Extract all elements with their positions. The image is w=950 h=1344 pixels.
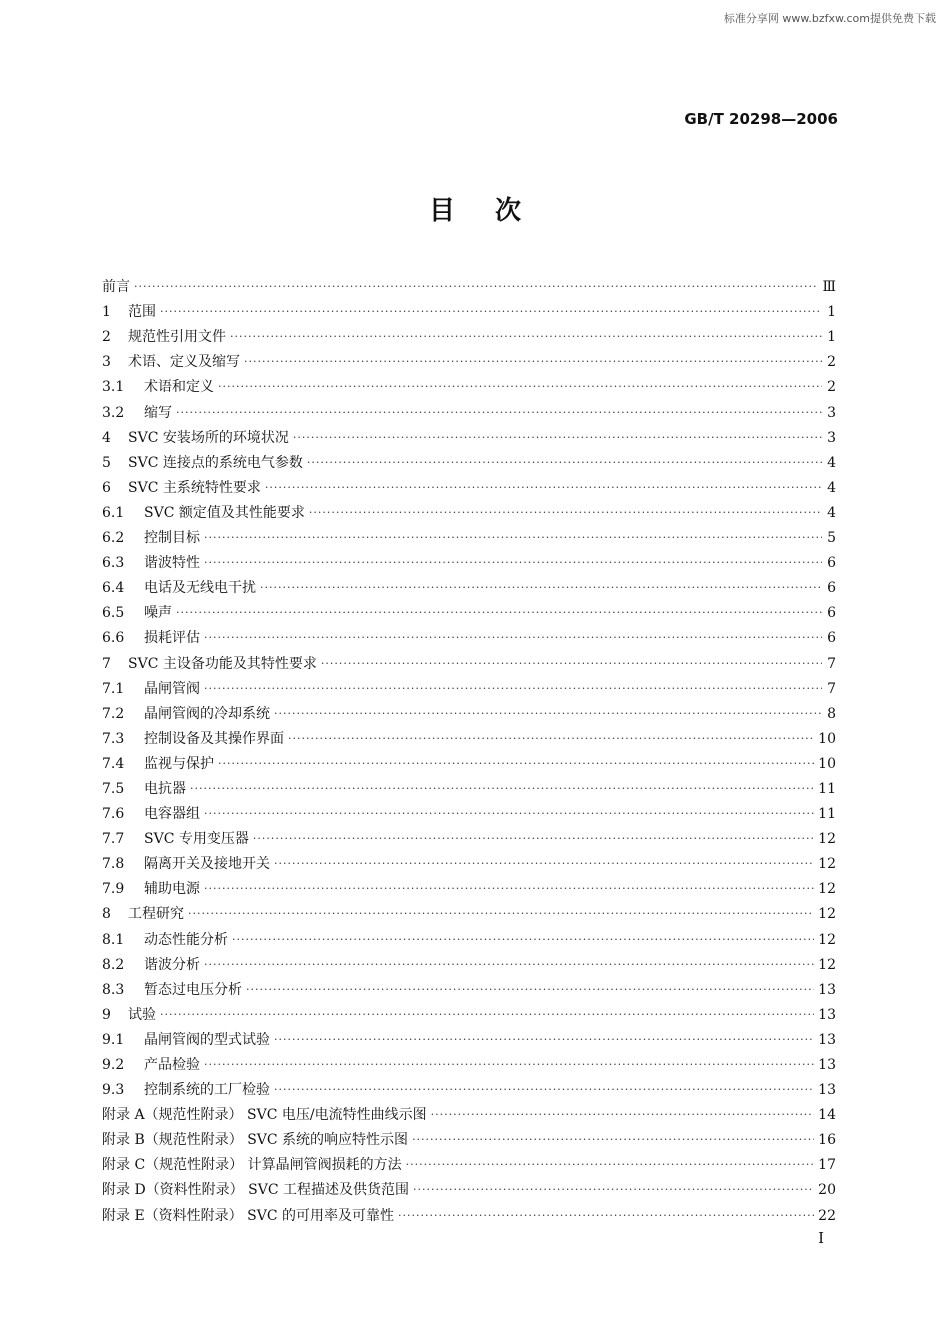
toc-leader-dots xyxy=(204,1056,814,1074)
toc-leader-dots xyxy=(204,554,822,572)
toc-entry-page: 6 xyxy=(827,630,836,647)
toc-entry-page: 11 xyxy=(818,806,836,823)
toc-entry-page: 13 xyxy=(818,1006,836,1023)
toc-leader-dots xyxy=(413,1181,814,1199)
toc-entry-page: 4 xyxy=(827,504,836,521)
toc-entry-title: 前言 xyxy=(102,279,130,296)
toc-leader-dots xyxy=(274,1031,814,1049)
toc-entry-number: 9 xyxy=(102,1006,111,1023)
toc-entry-number: 4 xyxy=(102,429,111,446)
toc-entry-title: 监视与保护 xyxy=(144,755,214,772)
toc-entry-title: 术语和定义 xyxy=(144,379,214,396)
toc-entry-title: 工程研究 xyxy=(128,906,184,923)
toc-entry xyxy=(102,296,836,321)
standard-code: GB/T 20298—2006 xyxy=(684,110,838,128)
toc-entry xyxy=(102,898,836,923)
toc-entry-title: 附录 B（规范性附录） SVC 系统的响应特性示图 xyxy=(102,1132,409,1149)
toc-leader-dots xyxy=(253,830,814,848)
toc-entry-title: 术语、定义及缩写 xyxy=(128,354,240,371)
toc-entry xyxy=(102,1199,836,1224)
toc-entry-number: 7.9 xyxy=(102,881,125,898)
toc-entry-page: 6 xyxy=(827,605,836,622)
toc-entry-page: 10 xyxy=(818,730,836,747)
toc-entry-page: 11 xyxy=(818,780,836,797)
toc-entry xyxy=(102,923,836,948)
toc-entry-page: 5 xyxy=(827,530,836,547)
toc-entry-number: 7.1 xyxy=(102,680,125,697)
toc-entry-page: 1 xyxy=(827,304,836,321)
toc-entry xyxy=(102,873,836,898)
toc-entry-title: 隔离开关及接地开关 xyxy=(144,856,270,873)
toc-entry-number: 7.5 xyxy=(102,780,125,797)
toc-leader-dots xyxy=(232,931,814,949)
toc-entry-page: 12 xyxy=(818,881,836,898)
toc-entry-number: 8.2 xyxy=(102,956,125,973)
toc-entry-number: 9.2 xyxy=(102,1057,125,1073)
toc-entry xyxy=(102,1174,836,1199)
toc-entry-number: 7 xyxy=(102,655,111,672)
toc-leader-dots xyxy=(406,1156,815,1174)
toc-entry xyxy=(102,371,836,396)
toc-entry-number: 1 xyxy=(102,304,111,321)
toc-entry-number: 6.3 xyxy=(102,555,125,572)
toc-leader-dots xyxy=(190,780,814,798)
toc-entry-title: 谐波特性 xyxy=(144,555,200,572)
toc-entry-page: 7 xyxy=(827,655,836,672)
toc-entry-number: 5 xyxy=(102,454,111,471)
toc-entry xyxy=(102,647,836,672)
toc-entry xyxy=(102,823,836,848)
toc-entry xyxy=(102,422,836,447)
toc-leader-dots xyxy=(307,454,822,472)
toc-entry-number: 7.7 xyxy=(102,831,125,848)
toc-entry xyxy=(102,497,836,522)
toc-entry-page: 22 xyxy=(818,1207,836,1224)
toc-entry-page: 12 xyxy=(818,906,836,923)
toc-entry-number: 3.2 xyxy=(102,404,125,421)
toc-entry-number: 9.1 xyxy=(102,1031,125,1048)
toc-leader-dots xyxy=(230,328,822,346)
toc-entry-page: 16 xyxy=(818,1132,836,1149)
toc-leader-dots xyxy=(293,429,822,447)
toc-entry-number: 6 xyxy=(102,479,111,496)
toc-entry-title: 晶闸管阀 xyxy=(144,680,200,697)
toc-entry-page: 6 xyxy=(827,555,836,572)
toc-entry-title: SVC 安装场所的环境状况 xyxy=(128,429,289,446)
toc-entry-page: 13 xyxy=(818,1057,836,1073)
toc-entry xyxy=(102,271,836,296)
toc-entry-page: Ⅲ xyxy=(822,279,836,296)
toc-entry-title: 晶闸管阀的冷却系统 xyxy=(144,705,270,722)
toc-entry-title: SVC 额定值及其性能要求 xyxy=(144,504,305,521)
toc-entry xyxy=(102,673,836,698)
toc-entry xyxy=(102,522,836,547)
toc-entry xyxy=(102,547,836,572)
toc-entry-number: 8 xyxy=(102,906,111,923)
toc-entry xyxy=(102,698,836,723)
toc-entry xyxy=(102,1024,836,1049)
toc-entry-page: 20 xyxy=(818,1182,836,1199)
toc-entry-page: 7 xyxy=(827,680,836,697)
toc-entry-page: 12 xyxy=(818,931,836,948)
toc-leader-dots xyxy=(204,805,814,823)
toc-entry xyxy=(102,346,836,371)
table-of-contents xyxy=(102,271,836,1225)
toc-entry xyxy=(102,321,836,346)
toc-entry-page: 12 xyxy=(818,831,836,848)
toc-leader-dots xyxy=(398,1207,814,1225)
toc-entry-page: 6 xyxy=(827,580,836,597)
toc-leader-dots xyxy=(260,579,822,597)
toc-entry-page: 14 xyxy=(818,1107,836,1124)
toc-entry-title: 电话及无线电干扰 xyxy=(144,580,256,597)
toc-entry-title: 控制系统的工厂检验 xyxy=(144,1082,270,1099)
toc-entry-number: 7.3 xyxy=(102,730,125,747)
toc-entry-title: 附录 A（规范性附录） SVC 电压/电流特性曲线示图 xyxy=(102,1107,427,1124)
toc-entry-page: 1 xyxy=(827,329,836,346)
toc-leader-dots xyxy=(218,755,814,773)
toc-entry xyxy=(102,999,836,1024)
toc-leader-dots xyxy=(204,529,822,547)
toc-entry-page: 12 xyxy=(818,956,836,973)
toc-leader-dots xyxy=(274,1081,814,1099)
toc-entry-number: 9.3 xyxy=(102,1082,125,1099)
toc-entry-page: 10 xyxy=(818,755,836,772)
toc-entry-title: 动态性能分析 xyxy=(144,931,228,948)
toc-entry-title: 附录 D（资料性附录） SVC 工程描述及供货范围 xyxy=(102,1182,409,1199)
toc-entry-number: 6.1 xyxy=(102,504,125,521)
toc-entry-page: 2 xyxy=(827,354,836,371)
toc-leader-dots xyxy=(244,353,822,371)
toc-entry-title: SVC 专用变压器 xyxy=(144,831,249,848)
toc-entry-page: 13 xyxy=(818,1031,836,1048)
toc-entry xyxy=(102,848,836,873)
toc-entry xyxy=(102,597,836,622)
toc-entry xyxy=(102,1124,836,1149)
toc-entry xyxy=(102,723,836,748)
toc-entry-page: 4 xyxy=(827,454,836,471)
toc-leader-dots xyxy=(274,705,822,723)
toc-leader-dots xyxy=(204,880,814,898)
toc-entry-page: 8 xyxy=(827,705,836,722)
watermark-text: 标准分享网 www.bzfxw.com提供免费下载 xyxy=(723,12,936,25)
toc-entry-number: 8.3 xyxy=(102,981,125,998)
toc-entry xyxy=(102,447,836,472)
page-number: I xyxy=(818,1229,824,1247)
toc-leader-dots xyxy=(321,655,822,673)
toc-entry-number: 7.4 xyxy=(102,755,125,772)
toc-entry-page: 17 xyxy=(818,1157,836,1174)
page-title: 目次 xyxy=(428,196,561,226)
toc-entry-number: 7.2 xyxy=(102,705,125,722)
toc-entry-title: 规范性引用文件 xyxy=(128,329,226,346)
toc-entry-title: 产品检验 xyxy=(144,1057,200,1073)
toc-leader-dots xyxy=(274,855,814,873)
toc-leader-dots xyxy=(431,1106,815,1124)
toc-entry-page: 4 xyxy=(827,479,836,496)
toc-entry-title: 电抗器 xyxy=(144,780,186,797)
toc-entry-title: 附录 E（资料性附录） SVC 的可用率及可靠性 xyxy=(102,1207,394,1224)
toc-entry-page: 12 xyxy=(818,856,836,873)
toc-entry-number: 6.4 xyxy=(102,580,125,597)
toc-entry xyxy=(102,622,836,647)
toc-leader-dots xyxy=(204,680,822,698)
toc-entry-page: 2 xyxy=(827,379,836,396)
toc-leader-dots xyxy=(160,303,822,321)
toc-entry xyxy=(102,1149,836,1174)
toc-entry-page: 3 xyxy=(827,404,836,421)
toc-entry-number: 6.2 xyxy=(102,530,125,547)
toc-leader-dots xyxy=(288,730,814,748)
toc-entry-title: 缩写 xyxy=(144,404,172,421)
toc-entry-title: 损耗评估 xyxy=(144,630,200,647)
toc-entry-number: 6.5 xyxy=(102,605,125,622)
toc-leader-dots xyxy=(218,378,822,396)
toc-entry-title: 辅助电源 xyxy=(144,881,200,898)
toc-entry xyxy=(102,1049,836,1074)
toc-entry-number: 7.8 xyxy=(102,856,125,873)
toc-entry-title: 控制目标 xyxy=(144,530,200,547)
toc-entry-title: 电容器组 xyxy=(144,806,200,823)
toc-entry-title: 暂态过电压分析 xyxy=(144,981,242,998)
toc-leader-dots xyxy=(309,504,822,522)
toc-entry xyxy=(102,773,836,798)
toc-entry-number: 8.1 xyxy=(102,931,125,948)
toc-leader-dots xyxy=(204,629,822,647)
toc-leader-dots xyxy=(160,1006,814,1024)
toc-entry xyxy=(102,798,836,823)
toc-entry-number: 7.6 xyxy=(102,806,125,823)
toc-entry-page: 13 xyxy=(818,981,836,998)
toc-entry-page: 13 xyxy=(818,1082,836,1099)
toc-entry-title: 谐波分析 xyxy=(144,956,200,973)
toc-entry-number: 2 xyxy=(102,329,111,346)
toc-entry-title: 晶闸管阀的型式试验 xyxy=(144,1031,270,1048)
toc-leader-dots xyxy=(246,981,814,999)
toc-entry-title: SVC 主设备功能及其特性要求 xyxy=(128,655,317,672)
toc-entry-title: 控制设备及其操作界面 xyxy=(144,730,284,747)
toc-entry-title: SVC 连接点的系统电气参数 xyxy=(128,454,303,471)
toc-entry-number: 6.6 xyxy=(102,630,125,647)
toc-entry xyxy=(102,396,836,421)
toc-leader-dots xyxy=(176,404,822,422)
toc-entry-title: SVC 主系统特性要求 xyxy=(128,479,261,496)
toc-entry-number: 3.1 xyxy=(102,379,125,396)
toc-entry-title: 附录 C（规范性附录） 计算晶闸管阀损耗的方法 xyxy=(102,1157,402,1174)
toc-entry-title: 试验 xyxy=(128,1006,156,1023)
toc-leader-dots xyxy=(134,278,818,296)
toc-entry-title: 范围 xyxy=(128,304,156,321)
toc-entry xyxy=(102,1074,836,1099)
toc-leader-dots xyxy=(265,479,822,497)
toc-entry-number: 3 xyxy=(102,354,111,371)
toc-entry xyxy=(102,572,836,597)
toc-entry xyxy=(102,472,836,497)
toc-entry xyxy=(102,949,836,974)
toc-leader-dots xyxy=(188,905,814,923)
toc-leader-dots xyxy=(412,1131,814,1149)
toc-entry-page: 3 xyxy=(827,429,836,446)
toc-entry xyxy=(102,748,836,773)
toc-entry-title: 噪声 xyxy=(144,605,172,622)
toc-entry xyxy=(102,1099,836,1124)
toc-entry xyxy=(102,974,836,999)
toc-leader-dots xyxy=(176,604,822,622)
toc-leader-dots xyxy=(204,956,814,974)
